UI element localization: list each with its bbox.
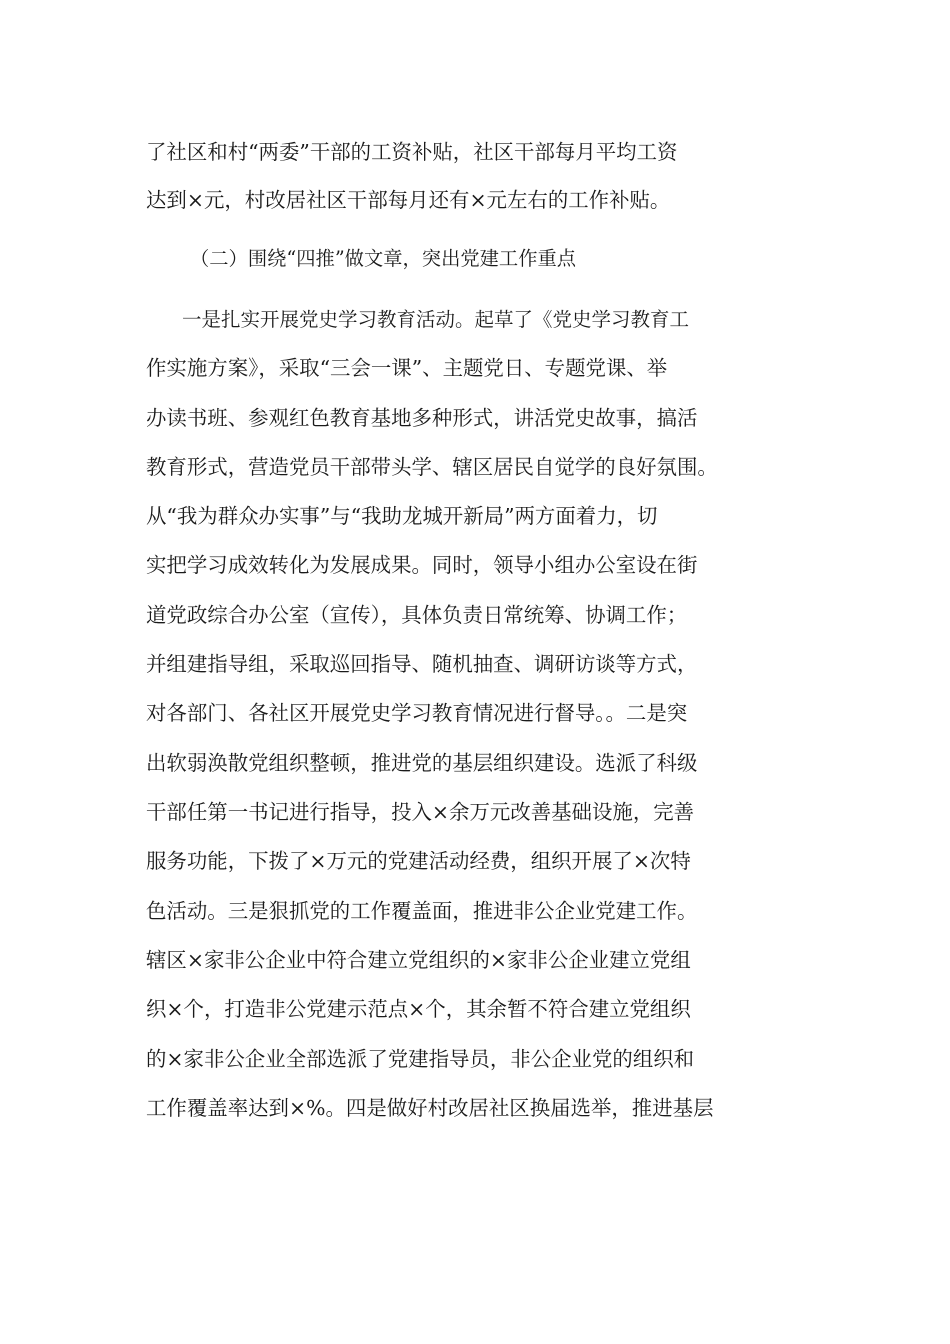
text-line: 织×个，打造非公党建示范点×个，其余暂不符合建立党组织 xyxy=(146,997,691,1021)
text-line: 办读书班、参观红色教育基地多种形式，讲活党史故事，搞活 xyxy=(146,406,698,430)
text-line: 服务功能，下拨了×万元的党建活动经费，组织开展了×次特 xyxy=(146,849,691,873)
text-line: 教育形式，营造党员干部带头学、辖区居民自觉学的良好氛围。 xyxy=(146,455,718,479)
text-line: 达到×元，村改居社区干部每月还有×元左右的工作补贴。 xyxy=(146,188,671,212)
text-line: 实把学习成效转化为发展成果。同时，领导小组办公室设在街 xyxy=(146,553,698,577)
text-line: 道党政综合办公室（宣传），具体负责日常统筹、协调工作； xyxy=(146,603,688,627)
text-line: 一是扎实开展党史学习教育活动。起草了《党史学习教育工 xyxy=(182,308,690,331)
text-line: 并组建指导组，采取巡回指导、随机抽查、调研访谈等方式， xyxy=(146,652,698,676)
text-line: 对各部门、各社区开展党史学习教育情况进行督导。。二是突 xyxy=(146,701,688,725)
text-line: 干部任第一书记进行指导，投入×余万元改善基础设施，完善 xyxy=(146,800,695,824)
text-line: 出软弱涣散党组织整顿，推进党的基层组织建设。选派了科级 xyxy=(146,751,698,775)
text-line: 作实施方案》，采取“三会一课”、主题党日、专题党课、举 xyxy=(146,356,668,380)
section-heading: （二）围绕“四推”做文章，突出党建工作重点 xyxy=(190,247,577,270)
text-line: 辖区×家非公企业中符合建立党组织的×家非公企业建立党组 xyxy=(146,948,691,972)
text-line: 工作覆盖率达到×%。四是做好村改居社区换届选举，推进基层 xyxy=(146,1096,714,1120)
text-line: 了社区和村“两委”干部的工资补贴，社区干部每月平均工资 xyxy=(146,140,678,164)
text-line: 从“我为群众办实事”与“我助龙城开新局”两方面着力，切 xyxy=(146,504,658,528)
text-line: 色活动。三是狠抓党的工作覆盖面，推进非公企业党建工作。 xyxy=(146,899,698,923)
text-line: 的×家非公企业全部选派了党建指导员，非公企业党的组织和 xyxy=(146,1047,695,1071)
